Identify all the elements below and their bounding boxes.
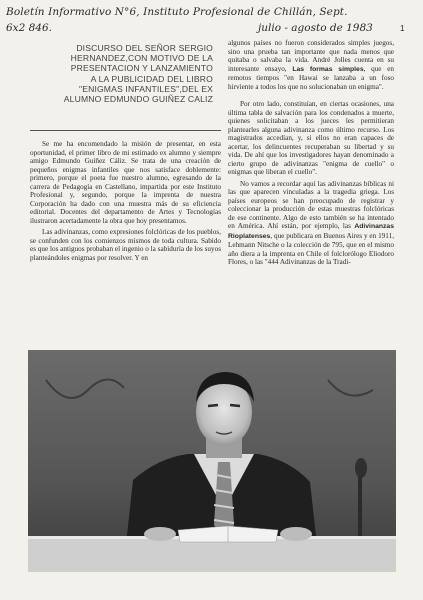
article-headline bbox=[30, 43, 213, 104]
headline-line: HERNANDEZ,CON MOTIVO DE LA bbox=[70, 53, 213, 64]
headline-line: "ENIGMAS INFANTILES",DEL EX bbox=[79, 83, 213, 94]
paragraph: Por otro lado, constituían, en ciertas ocasiones, una última tabla de salvación para los condenados a muerte, quienes solicitaban a los jueces les permitieran plantearles alguna adivinanza como último recurso. Los magistrados accedían, y, si ellos no eran capaces de acertar, los delincuentes recuperaban su libertad y su vida. De ahí que los investigadores hayan denominado a cierto grupo de adivinanzas "enigma de cuello" o enigmas que liberan el cuello". bbox=[228, 100, 394, 176]
handwritten-citation-line-2: 6x2 846. bbox=[6, 22, 52, 34]
page-number: 1 bbox=[400, 24, 405, 33]
right-column-continuation bbox=[228, 39, 394, 99]
headline-line: DISCURSO DEL SEÑOR SERGIO bbox=[76, 43, 213, 53]
paragraph: Las adivinanzas, como expresiones folclóricas de los pueblos, se confunden con los comienzos mismos de toda cultura. Sabido es que los antiguos probaban el ingenio o la sabiduría de los suyos planteándoles enigmas por resolver. Y en bbox=[30, 228, 221, 262]
portrait-photo bbox=[28, 350, 396, 572]
handwritten-citation-line-3: julio - agosto de 1983 bbox=[258, 22, 373, 34]
paragraph: Se me ha encomendado la misión de presentar, en esta oportunidad, el primer libro de mi estimado ex alumno y siempre amigo Edmundo Guíñez Cáliz. Se trata de una creación de pequeños enigmas infantiles que nos satisface doblemente: primero, porque el poeta fue nuestro alumno, egresando de la carrera de Pedagogía en Castellano, impartida por este Instituto Profesional y, segundo, porque la imprenta de nuestra Corporación ha dado con una muestra más de su eficiencia editorial. Docentes del departamento de Artes y Tecnologías ilustraron acertadamente la obra que hoy presentamos. bbox=[30, 140, 221, 225]
handwritten-citation-line-1: Boletín Informativo N°6, Instituto Profesional de Chillán, Sept. bbox=[6, 6, 348, 18]
headline-line: ALUMNO EDMUNDO GUIÑEZ CALIZ bbox=[63, 94, 213, 105]
bold-title: Las formas simples bbox=[292, 65, 364, 73]
headline-line: A LA PUBLICIDAD DEL LIBRO bbox=[90, 73, 213, 84]
paragraph: algunos países no fueron considerados simples juegos, sino una prueba tan importante que nada menos que quitaba o salvaba la vida. André Jolles cuenta en su interesante ensayo, Las formas simples, que en remotos tiempos "en Hawai se lanzaba a un foso hirviente a todos los que no solucionaban un enigma". bbox=[228, 39, 394, 91]
bold-title: Adivinanzas Rioplatenses bbox=[228, 223, 394, 240]
photo-illustration bbox=[28, 350, 396, 572]
headline-line: PRESENTACION Y LANZAMIENTO bbox=[70, 63, 213, 74]
paragraph: No vamos a recordar aquí las adivinanzas bíblicas ni las que aparecen vinculadas a la tragedia griega. Los países europeos se han preocupado de registrar y coleccionar la producción de estas muestras folclóricas de ese continente. Algo de esto también se ha intentado en América. Ahí están, por ejemplo, las Adivinanzas Rioplatenses, que publicara en Buenos Aires y en 1911, Lehmann Nitsche o la colección de 795, que en el mismo año diera a la imprenta en Chile el folclorólogo Eliodoro Flores, o las "444 Adivinanzas de la Tradi- bbox=[228, 179, 394, 266]
left-column-text bbox=[30, 140, 221, 350]
right-column-text bbox=[228, 100, 394, 350]
headline-divider bbox=[30, 130, 221, 131]
